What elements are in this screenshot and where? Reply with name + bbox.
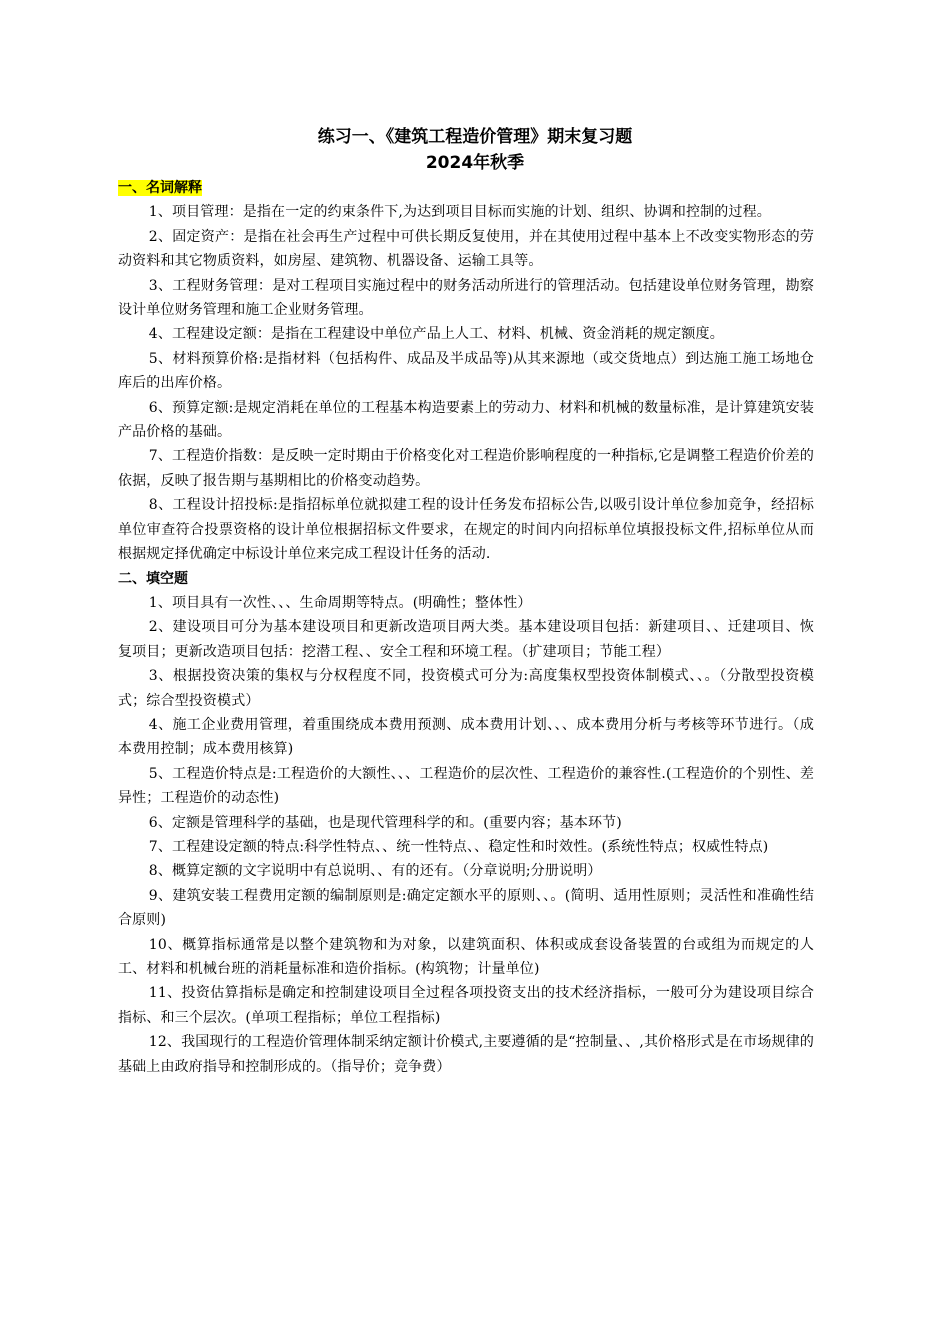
fill-in-item: 5、工程造价特点是:工程造价的大额性、、、工程造价的层次性、工程造价的兼容性.(工程造价的个别性、差异性；工程造价的动态性) <box>118 765 814 807</box>
fill-in-item: 12、我国现行的工程造价管理体制采纳定额计价模式,主要遵循的是“控制量、、,其价格形式是在市场规律的基础上由政府指导和控制形成的。（指导价；竞争费） <box>118 1034 814 1075</box>
fill-in-item: 8、概算定额的文字说明中有总说明、、有的还有。（分章说明;分册说明） <box>148 863 602 880</box>
fill-in-item: 10、概算指标通常是以整个建筑物和为对象，以建筑面积、体积或成套设备装置的台或组为而规定的人工、材料和机械台班的消耗量标准和造价指标。(构筑物；计量单位) <box>118 936 814 977</box>
term-item: 2、固定资产：是指在社会再生产过程中可供长期反复使用，并在其使用过程中基本上不改变实物形态的劳动资料和其它物质资料，如房屋、建筑物、机器设备、运输工具等。 <box>118 228 814 270</box>
fill-in-item: 9、建筑安装工程费用定额的编制原则是:确定定额水平的原则、、。(简明、适用性原则；灵活性和准确性结合原则) <box>118 887 814 929</box>
term-item: 7、工程造价指数：是反映一定时期由于价格变化对工程造价影响程度的一种指标,它是调整工程造价价差的依据，反映了报告期与基期相比的价格变动趋势。 <box>118 448 814 489</box>
fill-in-item: 4、施工企业费用管理，着重围绕成本费用预测、成本费用计划、、、成本费用分析与考核等环节进行。（成本费用控制；成本费用核算) <box>118 716 814 758</box>
term-item: 5、材料预算价格:是指材料（包括构件、成品及半成品等)从其来源地（或交货地点）到达施工施工场地仓库后的出库价格。 <box>118 350 814 392</box>
term-item: 3、工程财务管理：是对工程项目实施过程中的财务活动所进行的管理活动。包括建设单位财务管理，勘察设计单位财务管理和施工企业财务管理。 <box>118 277 814 319</box>
fill-in-item: 3、根据投资决策的集权与分权程度不同，投资模式可分为:高度集权型投资体制模式、、。（分散型投资模式；综合型投资模式） <box>118 668 814 709</box>
fill-in-item: 1、项目具有一次性、、、生命周期等特点。(明确性；整体性） <box>148 594 532 611</box>
section-heading-terms <box>118 176 814 200</box>
title-block <box>0 124 950 176</box>
highlighted-heading: 一、名词解释 <box>118 180 202 196</box>
fill-in-item: 11、投资估算指标是确定和控制建设项目全过程各项投资支出的技术经济指标，一般可分为建设项目综合指标、和三个层次。(单项工程指标；单位工程指标) <box>118 985 814 1026</box>
term-item: 4、工程建设定额：是指在工程建设中单位产品上人工、材料、机械、资金消耗的规定额度。 <box>148 326 724 343</box>
document-body <box>118 176 814 1079</box>
page-title: 练习一、《建筑工程造价管理》期末复习题 <box>317 127 633 147</box>
fill-in-item: 6、定额是管理科学的基础，也是现代管理科学的和。(重要内容；基本环节) <box>148 814 622 831</box>
term-item: 8、工程设计招投标:是指招标单位就拟建工程的设计任务发布招标公告,以吸引设计单位参加竞争，经招标单位审查符合投票资格的设计单位根据招标文件要求，在规定的时间内向招标单位填报投标文件,招标单位从而根据规定择优确定中标设计单位来完成工程设计任务的活动. <box>118 497 814 563</box>
term-item: 1、项目管理：是指在一定的约束条件下,为达到项目目标而实施的计划、组织、协调和控制的过程。 <box>148 204 771 221</box>
page-subtitle: 2024年秋季 <box>425 153 525 173</box>
section-heading-fill-in: 二、填空题 <box>118 570 188 587</box>
term-item: 6、预算定额:是规定消耗在单位的工程基本构造要素上的劳动力、材料和机械的数量标准，是计算建筑安装产品价格的基础。 <box>118 399 814 441</box>
fill-in-item: 2、建设项目可分为基本建设项目和更新改造项目两大类。基本建设项目包括：新建项目、、迁建项目、恢复项目；更新改造项目包括：挖潜工程、、安全工程和环境工程。（扩建项目；节能工程） <box>118 619 814 660</box>
fill-in-item: 7、工程建设定额的特点:科学性特点、、统一性特点、、稳定性和时效性。(系统性特点；权威性特点) <box>148 838 769 855</box>
